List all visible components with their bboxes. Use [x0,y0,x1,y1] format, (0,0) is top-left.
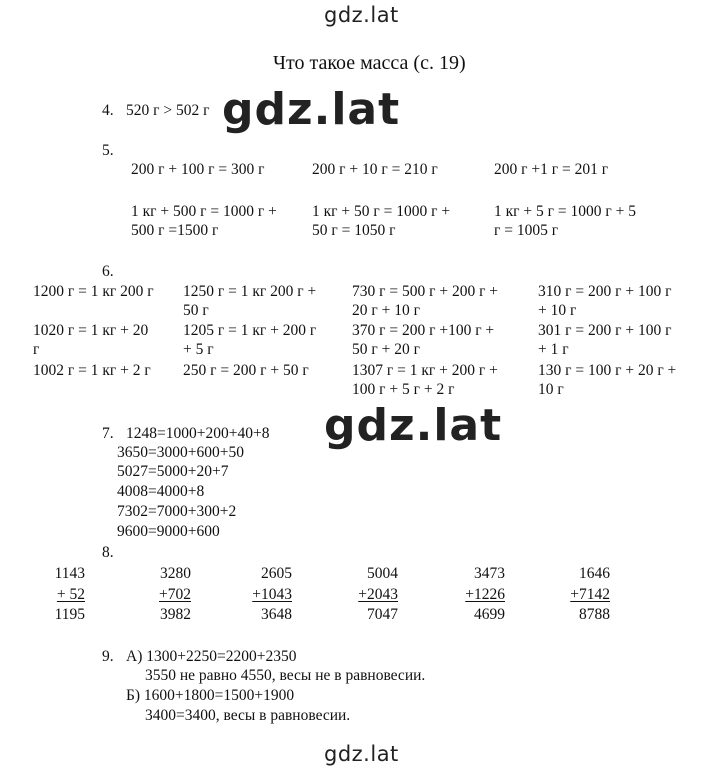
task6-cell: 10 г [538,381,564,398]
task8-col-sum: 3648 [261,606,292,623]
task6-cell: 50 г [183,302,209,319]
task8-col-b: +702 [159,586,191,603]
task6-cell: 1307 г = 1 кг + 200 г + [352,362,498,379]
task6-cell: 1205 г = 1 кг + 200 г [183,322,317,339]
task6-cell: + 1 г [538,341,569,358]
task9-line-b: Б) 1600+1800=1500+1900 [126,687,295,704]
task8-col-a: 2605 [261,565,292,582]
task8-col-sum: 8788 [579,606,610,623]
task6-cell: 1200 г = 1 кг 200 г [33,283,154,300]
task7-line: 4008=4000+8 [117,483,205,500]
task8-col-sum: 3982 [160,606,191,623]
task5-r1c2: 200 г + 10 г = 210 г [312,161,438,178]
watermark-top: gdz.lat [324,3,399,27]
task7-line: 1248=1000+200+40+8 [126,425,270,442]
task8-col-b: +1043 [252,586,292,603]
task8-col-b: +7142 [570,586,610,603]
task6-cell: 1020 г = 1 кг + 20 [33,322,149,339]
task8-number: 8. [102,544,114,561]
task5-r2c3b: г = 1005 г [494,222,559,239]
task6-cell: 370 г = 200 г +100 г + [352,322,495,339]
task6-number: 6. [102,263,114,280]
task7-line: 9600=9000+600 [117,523,220,540]
task8-col-b: +1226 [465,586,505,603]
task6-cell: 250 г = 200 г + 50 г [183,362,309,379]
task8-col-a: 3280 [160,565,191,582]
task6-cell: 310 г = 200 г + 100 г [538,283,672,300]
task6-cell: 301 г = 200 г + 100 г [538,322,672,339]
task5-number: 5. [102,142,114,159]
task8-col-a: 1646 [579,565,610,582]
task7-line: 5027=5000+20+7 [117,463,229,480]
task9-line-b-result: 3400=3400, весы в равновесии. [145,707,351,724]
task5-r2c2a: 1 кг + 50 г = 1000 г + [312,203,451,220]
task7-line: 3650=3000+600+50 [117,444,244,461]
watermark-bottom: gdz.lat [324,742,399,766]
task5-r1c1: 200 г + 100 г = 300 г [131,161,265,178]
task6-cell: + 10 г [538,302,577,319]
task5-r2c1a: 1 кг + 500 г = 1000 г + [131,203,277,220]
task8-col-sum: 1195 [54,606,85,623]
page-title: Что такое масса (с. 19) [273,52,466,74]
task7-number: 7. [102,425,114,442]
task8-col-a: 1143 [54,565,85,582]
task6-cell: 1002 г = 1 кг + 2 г [33,362,151,379]
task5-r2c3a: 1 кг + 5 г = 1000 г + 5 [494,203,636,220]
task6-cell: 730 г = 500 г + 200 г + [352,283,499,300]
task9-number: 9. [102,648,114,665]
task6-cell: 100 г + 5 г + 2 г [352,381,455,398]
watermark-middle-2: gdz.lat [324,400,503,451]
task8-col-a: 3473 [474,565,505,582]
task8-col-b: + 52 [56,586,85,603]
task5-r1c3: 200 г +1 г = 201 г [494,161,609,178]
task4-number: 4. [102,102,114,119]
task8-col-sum: 4699 [474,606,505,623]
task6-cell: + 5 г [183,341,214,358]
task9-line-a-result: 3550 не равно 4550, весы не в равновесии. [145,667,426,684]
task6-cell: г [33,341,40,358]
task8-col-b: +2043 [358,586,398,603]
task6-cell: 50 г + 20 г [352,341,420,358]
task9-line-a: А) 1300+2250=2200+2350 [126,648,297,665]
task5-r2c2b: 50 г = 1050 г [312,222,396,239]
task4-text: 520 г > 502 г [126,102,210,119]
task5-r2c1b: 500 г =1500 г [131,222,219,239]
task7-line: 7302=7000+300+2 [117,503,237,520]
watermark-middle-1: gdz.lat [222,84,401,135]
task8-col-a: 5004 [367,565,398,582]
task6-cell: 130 г = 100 г + 20 г + [538,362,677,379]
task6-cell: 1250 г = 1 кг 200 г + [183,283,317,300]
task6-cell: 20 г + 10 г [352,302,420,319]
task8-col-sum: 7047 [367,606,398,623]
